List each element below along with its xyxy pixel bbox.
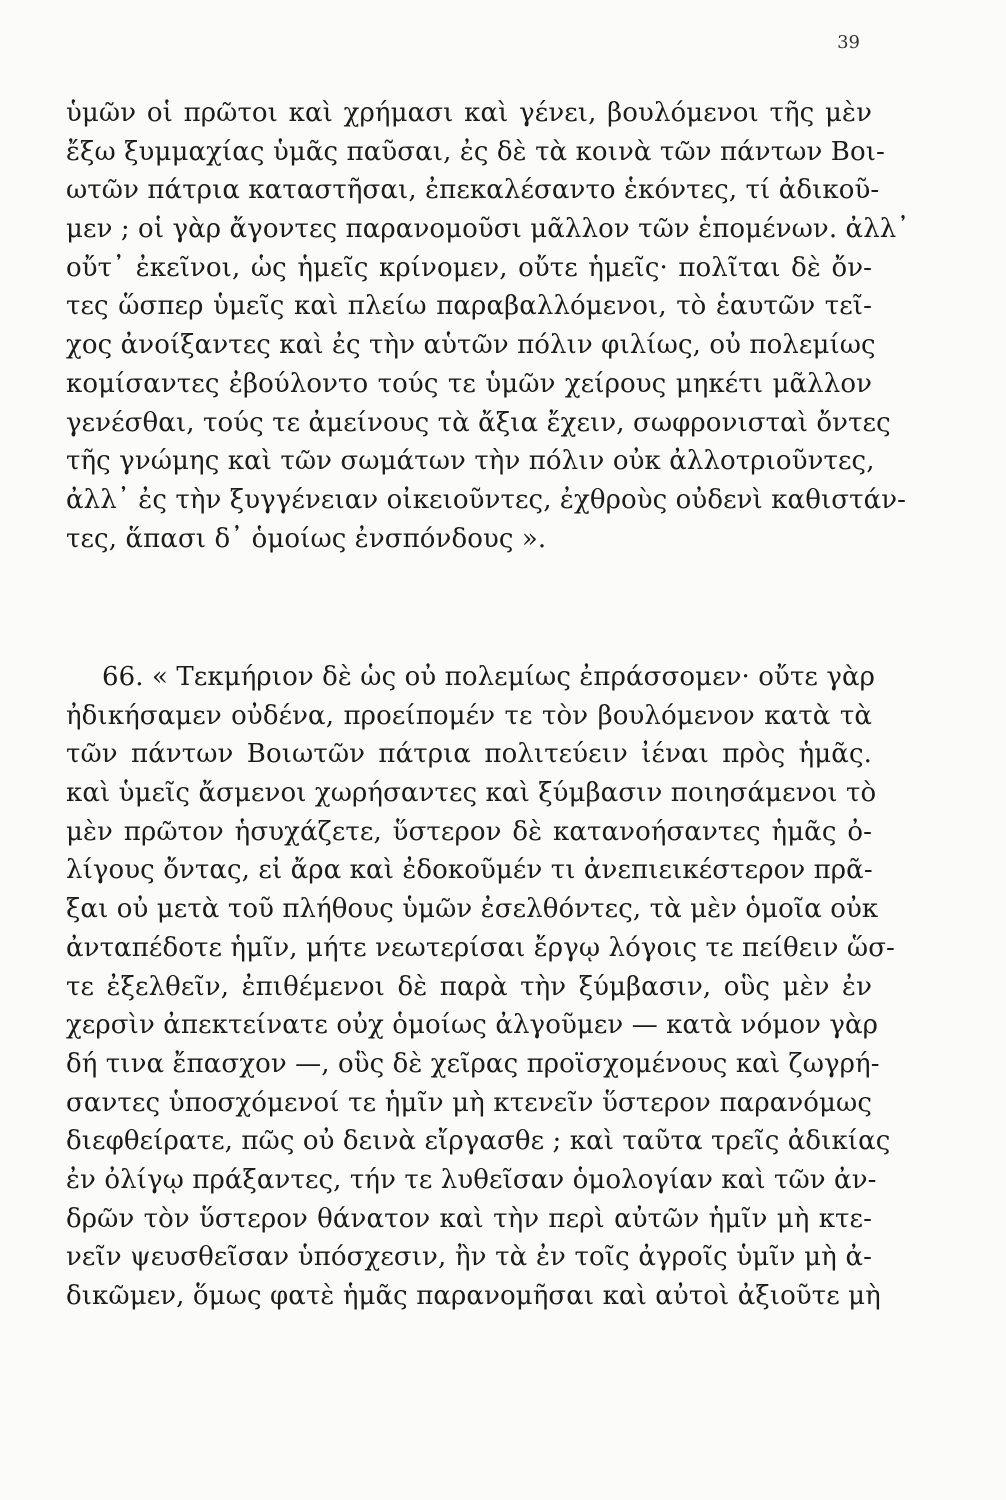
text-line: λίγους ὄντας, εἰ ἄρα καὶ ἐδοκοῦμέν τι ἀνεπιεικέστερον πρᾶ- xyxy=(66,855,873,886)
paragraph-2 xyxy=(66,658,895,1316)
page-number: 39 xyxy=(837,32,860,53)
text-line: σαντες ὑποσχόμενοί τε ἡμῖν μὴ κτενεῖν ὕστερον παρανόμως xyxy=(66,1087,872,1118)
text-line: ωτῶν πάτρια καταστῆσαι, ἐπεκαλέσαντο ἑκόντες, τί ἀδικοῦ- xyxy=(66,175,880,206)
text-line: οὔτ᾽ ἐκεῖνοι, ὡς ἡμεῖς κρίνομεν, οὔτε ἡμεῖς· πολῖται δὲ ὄν- xyxy=(66,252,872,283)
text-line: ἠδικήσαμεν οὐδένα, προείπομέν τε τὸν βουλόμενον κατὰ τὰ xyxy=(66,700,872,731)
text-line: δικῶμεν, ὅμως φατὲ ἡμᾶς παρανομῆσαι καὶ αὐτοὶ ἀξιοῦτε μὴ xyxy=(66,1281,881,1311)
text-line: γενέσθαι, τούς τε ἀμείνους τὰ ἄξια ἔχειν, σωφρονισταὶ ὄντες xyxy=(66,407,891,438)
text-line: ὑμῶν οἱ πρῶτοι καὶ χρήμασι καὶ γένει, βουλόμενοι τῆς μὲν xyxy=(66,98,872,128)
text-line: ξαι οὐ μετὰ τοῦ πλήθους ὑμῶν ἐσελθόντες, τὰ μὲν ὁμοῖα οὐκ xyxy=(66,894,879,925)
text-line: τες, ἅπασι δ᾽ ὁμοίως ἐνσπόνδους ». xyxy=(66,523,547,554)
text-line: τες ὥσπερ ὑμεῖς καὶ πλείω παραβαλλόμενοι, τὸ ἑαυτῶν τεῖ- xyxy=(66,291,872,322)
text-line: τῶν πάντων Βοιωτῶν πάτρια πολιτεύειν ἰέναι πρὸς ἡμᾶς. xyxy=(66,739,872,770)
text-line: χος ἀνοίξαντες καὶ ἐς τὴν αὑτῶν πόλιν φιλίως, οὐ πολεμίως xyxy=(66,330,876,361)
text-line: τε ἐξελθεῖν, ἐπιθέμενοι δὲ παρὰ τὴν ξύμβασιν, οὓς μὲν ἐν xyxy=(66,971,872,1002)
text-line: ἀνταπέδοτε ἡμῖν, μήτε νεωτερίσαι ἔργῳ λόγοις τε πείθειν ὥσ- xyxy=(66,932,895,963)
text-line: μὲν πρῶτον ἡσυχάζετε, ὕστερον δὲ κατανοήσαντες ἡμᾶς ὀ- xyxy=(66,816,872,847)
text-line: ἔξω ξυμμαχίας ὑμᾶς παῦσαι, ἐς δὲ τὰ κοινὰ τῶν πάντων Βοι- xyxy=(66,136,885,167)
text-line: κομίσαντες ἐβούλοντο τούς τε ὑμῶν χείρους μηκέτι μᾶλλον xyxy=(66,368,872,399)
text-line: ἐν ὀλίγῳ πράξαντες, τήν τε λυθεῖσαν ὁμολογίαν καὶ τῶν ἀν- xyxy=(66,1164,877,1195)
paragraph-1 xyxy=(66,94,910,558)
text-line: νεῖν ψευσθεῖσαν ὑπόσχεσιν, ἢν τὰ ἐν τοῖς ἀγροῖς ὑμῖν μὴ ἀ- xyxy=(66,1242,872,1273)
text-line: δρῶν τὸν ὕστερον θάνατον καὶ τὴν περὶ αὐτῶν ἡμῖν μὴ κτε- xyxy=(66,1203,872,1234)
text-line: χερσὶν ἀπεκτείνατε οὐχ ὁμοίως ἀλγοῦμεν — κατὰ νόμον γὰρ xyxy=(66,1010,879,1041)
text-line: καὶ ὑμεῖς ἄσμενοι χωρήσαντες καὶ ξύμβασιν ποιησάμενοι τὸ xyxy=(66,778,877,809)
text-line: ἀλλ᾽ ἐς τὴν ξυγγένειαν οἰκειοῦντες, ἐχθροὺς οὐδενὶ καθιστάν- xyxy=(66,484,907,515)
text-line: δή τινα ἔπασχον —, οὓς δὲ χεῖρας προϊσχομένους καὶ ζωγρή- xyxy=(66,1048,880,1079)
text-line: τῆς γνώμης καὶ τῶν σωμάτων τὴν πόλιν οὐκ ἀλλοτριοῦντες, xyxy=(66,446,875,477)
text-line: διεφθείρατε, πῶς οὐ δεινὰ εἴργασθε ; καὶ ταῦτα τρεῖς ἀδικίας xyxy=(66,1126,891,1157)
text-line: 66. « Τεκμήριον δὲ ὡς οὐ πολεμίως ἐπράσσομεν· οὔτε γὰρ xyxy=(102,662,876,692)
text-line: μεν ; οἱ γὰρ ἄγοντες παρανομοῦσι μᾶλλον τῶν ἑπομένων. ἀλλ᾽ xyxy=(66,214,910,245)
